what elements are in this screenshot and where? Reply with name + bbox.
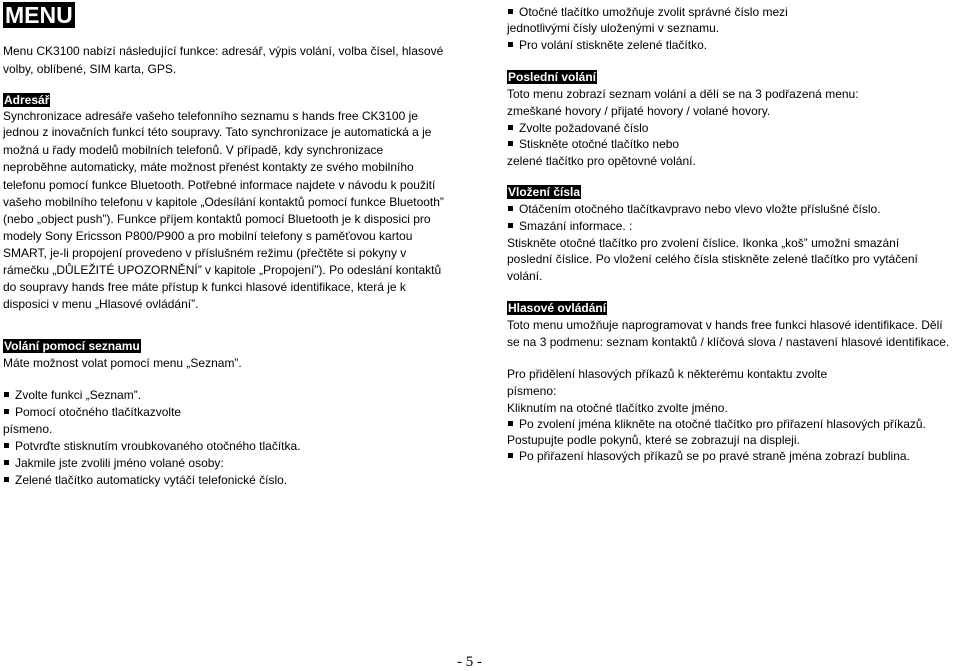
page-number: - 5 - <box>457 654 482 670</box>
hlasove-line: Postupujte podle pokynů, které se zobrazují na displeji. <box>507 433 800 447</box>
posledni-line: Toto menu zobrazí seznam volání a dělí se na 3 podřazená menu: <box>507 87 859 101</box>
bullet-icon <box>508 453 513 458</box>
hlasove-line: písmeno: <box>507 384 557 398</box>
posledni-line: zelené tlačítko pro opětovné volání. <box>507 154 696 168</box>
list-item: Otáčením otočného tlačítkavpravo nebo vlevo vložte příslušné číslo. <box>507 201 881 217</box>
hlasove-line: Pro přidělení hlasových příkazů k některému kontaktu zvolte <box>507 367 828 381</box>
vlozeni-line: poslední číslice. Po vložení celého čísla stiskněte zelené tlačítko pro vytáčení <box>507 252 918 266</box>
vlozeni-line: Stiskněte otočné tlačítko pro zvolení číslice. Ikonka „koš” umožní smazání <box>507 236 900 250</box>
intro-line-2: volby, oblíbené, SIM karta, GPS. <box>3 62 177 76</box>
bullet-icon <box>508 223 513 228</box>
section-heading-volani: Volání pomocí seznamu <box>4 339 140 353</box>
hlasove-line: Toto menu umožňuje naprogramovat v hands free funkci hlasové identifikace. Dělí <box>507 318 943 332</box>
adresar-line: do soupravy hands free máte přístup k funkci hlasové identifikace, která je k <box>3 280 406 294</box>
list-item: Zvolte funkci „Seznam”. <box>3 387 141 403</box>
hlasove-line: Kliknutím na otočné tlačítko zvolte jméno. <box>507 401 728 415</box>
adresar-line: modely Sony Ericsson P800/P900 a pro mobilní telefony s paměťovou kartou <box>3 229 413 243</box>
adresar-line: vašeho mobilního telefonu v kapitole „Odesílání kontaktů pomocí funkce Bluetooth” <box>3 195 444 209</box>
bullet-icon <box>508 42 513 47</box>
list-item: Pro volání stiskněte zelené tlačítko. <box>507 37 707 53</box>
bullet-icon <box>508 9 513 14</box>
adresar-line: disposici v menu „Hlasové ovládání”. <box>3 297 199 311</box>
list-item: Otočné tlačítko umožňuje zvolit správné číslo mezi <box>507 4 788 20</box>
vlozeni-line: volání. <box>507 269 543 283</box>
bullet-icon <box>508 206 513 211</box>
list-item: Zelené tlačítko automaticky vytáčí telefonické číslo. <box>3 472 287 488</box>
list-item: Zvolte požadované číslo <box>507 120 648 136</box>
section-heading-posledni: Poslední volání <box>508 70 597 84</box>
list-item: Stiskněte otočné tlačítko nebo <box>507 136 679 152</box>
bullet-icon <box>4 477 9 482</box>
bullet-icon <box>508 421 513 426</box>
bullet-icon <box>4 392 9 397</box>
list-item: Pomocí otočného tlačítkazvolte <box>3 404 181 420</box>
adresar-line: SMART, je-li propojení provedeno v příslušném režimu (přečtěte si pokyny v <box>3 246 407 260</box>
adresar-line: neproběhne automaticky, máte možnost přenést kontakty ze svého mobilního <box>3 160 414 174</box>
bullet-icon <box>508 141 513 146</box>
list-item: Po přiřazení hlasových příkazů se po pravé straně jména zobrazí bublina. <box>507 448 910 464</box>
list-item-continuation: jednotlivými čísly uloženými v seznamu. <box>507 21 720 35</box>
list-item: Jakmile jste zvolili jméno volané osoby: <box>3 455 224 471</box>
section-heading-adresar: Adresář <box>4 93 50 107</box>
adresar-line: jednou z inovačních funkcí této soupravy. Tato synchronizace je automatická a je <box>3 125 432 139</box>
adresar-line: Synchronizace adresáře vašeho telefonního seznamu s hands free CK3100 je <box>3 109 418 123</box>
adresar-line: rámečku „DŮLEŽITÉ UPOZORNĚNÍ” v kapitole „Propojení”). Po odeslání kontaktů <box>3 263 442 277</box>
bullet-icon <box>508 125 513 130</box>
menu-title: MENU <box>5 2 73 28</box>
posledni-line: zmeškané hovory / přijaté hovory / volané hovory. <box>507 104 771 118</box>
list-item-continuation: písmeno. <box>3 422 53 436</box>
bullet-icon <box>4 443 9 448</box>
hlasove-line: se na 3 podmenu: seznam kontaktů / klíčová slova / nastavení hlasové identifikace. <box>507 335 950 349</box>
list-item: Po zvolení jména klikněte na otočné tlačítko pro přiřazení hlasových příkazů. <box>507 416 926 432</box>
list-item: Smazání informace. : <box>507 218 632 234</box>
bullet-icon <box>4 460 9 465</box>
list-item: Potvrďte stisknutím vroubkovaného otočného tlačítka. <box>3 438 301 454</box>
section-heading-vlozeni: Vložení čísla <box>508 185 581 199</box>
adresar-line: (nebo „object push”). Funkce příjem kontaktů pomocí Bluetooth je k disposici pro <box>3 212 431 226</box>
adresar-line: možná u řady modelů mobilních telefonů. V případě, kdy synchronizace <box>3 143 384 157</box>
bullet-icon <box>4 409 9 414</box>
adresar-line: telefonu pomocí funkce Bluetooth. Potřebné informace najdete v návodu k použití <box>3 178 436 192</box>
intro-line-1: Menu CK3100 nabízí následující funkce: adresář, výpis volání, volba čísel, hlasové <box>3 44 444 58</box>
section-heading-hlasove: Hlasové ovládání <box>508 301 607 315</box>
volani-intro: Máte možnost volat pomocí menu „Seznam”. <box>3 356 242 370</box>
